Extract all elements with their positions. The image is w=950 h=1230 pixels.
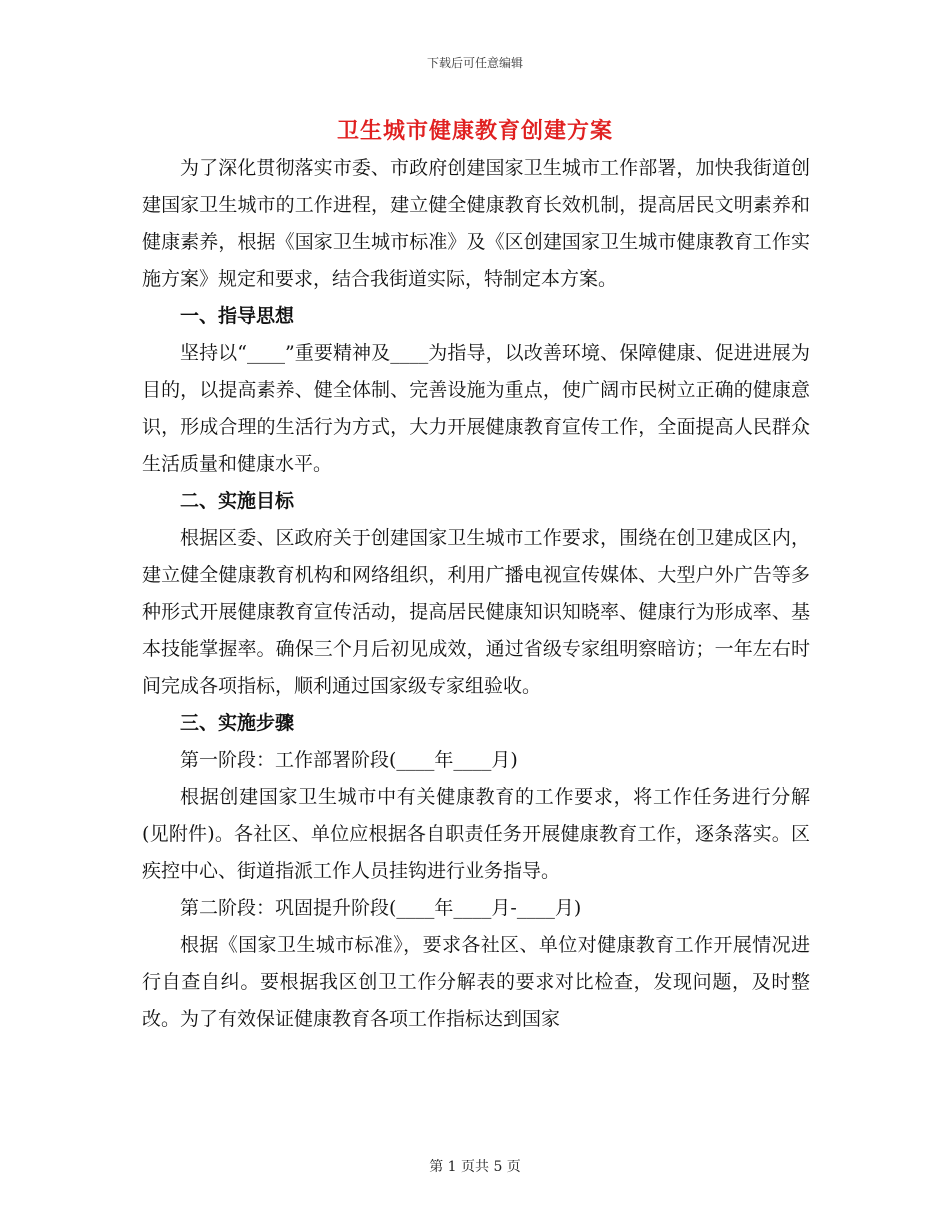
stage-two-paragraph: 根据《国家卫生城市标准》，要求各社区、单位对健康教育工作开展情况进行自查自纠。要根据我区创卫工作分解表的要求对比检查，发现问题，及时整改。为了有效保证健康教育各项工作指标达到国家 (142, 934, 810, 1030)
intro-paragraph: 为了深化贯彻落实市委、市政府创建国家卫生城市工作部署，加快我街道创建国家卫生城市的工作进程，建立健全健康教育长效机制，提高居民文明素养和健康素养，根据《国家卫生城市标准》及《区创建国家卫生城市健康教育工作实施方案》规定和要求，结合我街道实际，特制定本方案。 (142, 157, 810, 290)
section-heading-implementation-steps: 三、实施步骤 (180, 712, 295, 734)
stage-two-title: 第二阶段：巩固提升阶段(____年____月-____月) (180, 897, 582, 919)
guiding-ideology-paragraph: 坚持以“____”重要精神及____为指导，以改善环境、保障健康、促进进展为目的，以提高素养、健全体制、完善设施为重点，使广阔市民树立正确的健康意识，形成合理的生活行为方式，大力开展健康教育宣传工作，全面提高人民群众生活质量和健康水平。 (142, 342, 810, 475)
stage-one-paragraph: 根据创建国家卫生城市中有关健康教育的工作要求，将工作任务进行分解(见附件)。各社区、单位应根据各自职责任务开展健康教育工作，逐条落实。区疾控中心、街道指派工作人员挂钩进行业务指导。 (142, 786, 810, 882)
header-note: 下载后可任意编辑 (426, 56, 523, 70)
implementation-goals-paragraph: 根据区委、区政府关于创建国家卫生城市工作要求，围绕在创卫建成区内，建立健全健康教育机构和网络组织，利用广播电视宣传媒体、大型户外广告等多种形式开展健康教育宣传活动，提高居民健康知识知晓率、健康行为形成率、基本技能掌握率。确保三个月后初见成效，通过省级专家组明察暗访；一年左右时间完成各项指标，顺利通过国家级专家组验收。 (142, 527, 810, 697)
section-heading-implementation-goals: 二、实施目标 (180, 490, 295, 512)
section-heading-guiding-ideology: 一、指导思想 (180, 305, 295, 327)
stage-one-title: 第一阶段：工作部署阶段(____年____月) (180, 749, 518, 771)
page-footer: 第 1 页共 5 页 (429, 1159, 521, 1175)
document-body (142, 150, 810, 1038)
document-title: 卫生城市健康教育创建方案 (336, 118, 613, 144)
